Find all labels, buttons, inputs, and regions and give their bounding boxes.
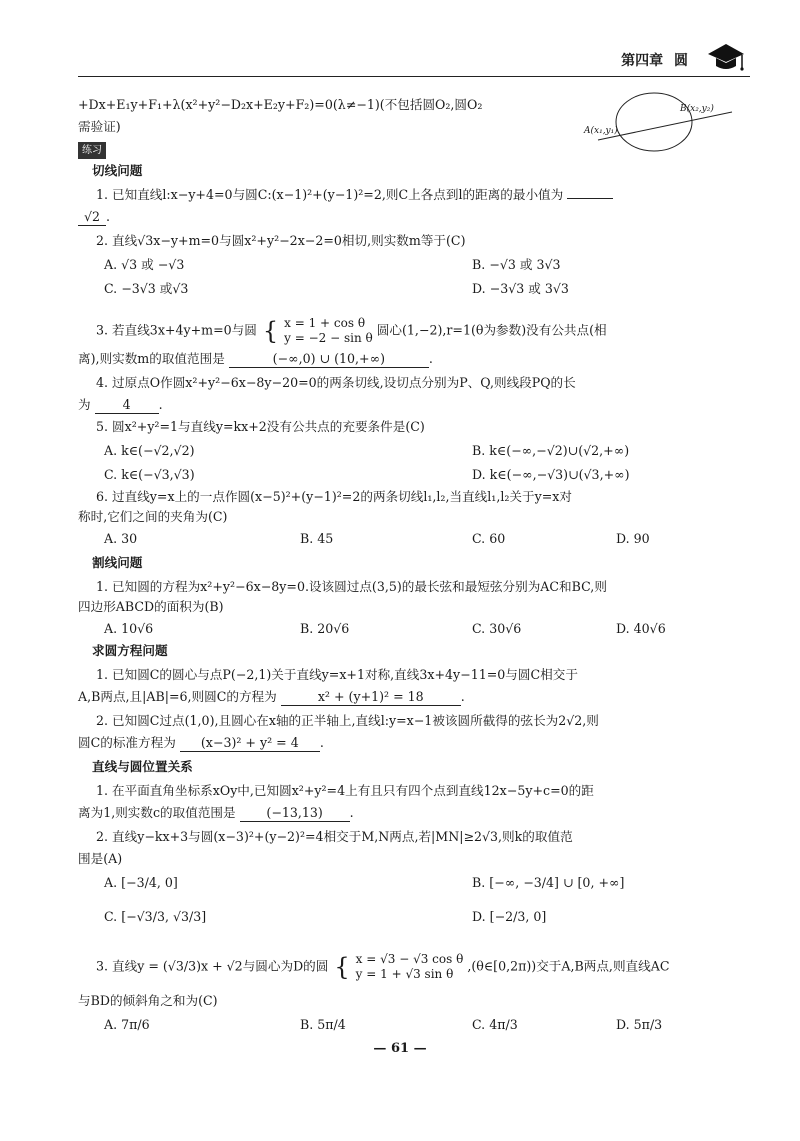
s4-q3-system-y: y = 1 + √3 sin θ	[355, 967, 454, 981]
s3-q2-answer: (x−3)² + y² = 4	[180, 734, 320, 752]
s1-q3-text-b: 圆心(1,−2),r=1(θ为参数)没有公共点(相	[376, 322, 607, 338]
s3-q1-answer: x² + (y+1)² = 18	[281, 688, 461, 706]
s2-q1-option-b: B. 20√6	[300, 621, 350, 636]
s4-q3-option-d: D. 5π/3	[616, 1017, 663, 1032]
s2-q1-text-a: 1. 已知圆的方程为x²+y²−6x−8y=0.设该圆过点(3,5)的最长弦和最短弦分别为AC和BC,则	[96, 579, 607, 594]
s4-q3-text-b: ,(θ∈[0,2π))交于A,B两点,则直线AC	[467, 958, 670, 974]
document-page: 第四章 圆 +Dx+E₁y+F₁+λ(x²+y²−D₂x+E₂y+F₂)=0(λ≠−1)(不包括圆O₂,圆O₂ 需验证) 练习 B(x₂,y₂) A(x₁,y₁) 切线问题 1. 已知直线l:x−y+4=0与圆C:(x−1)²+(y−1)²=2,则C上各点到l的距离的最小值为 √2 . 2. 直线√3x−y+m=0与圆x²+y²−2x−2=0相切,则实数m等于(C) A. √3 或 −√3 B. −√3 或 3√3 C. −3√3 或√3 D. −3√3 或 3√3 3. 若直线3x+4y+m=0与圆 { x = 1 + cos θ y = −2 − sin θ 圆心(1,−2),r=1(θ为参数)没有公共点(相 离),则实数m的取值范围是 (−∞,0) ∪ (10,+∞) . 4. 过原点O作圆x²+y²−6x−8y−20=0的两条切线,设切点分别为P、Q,则线段PQ的长 为 4 . 5. 圆x²+y²=1与直线y=kx+2没有公共点的充要条件是(C) A. k∈(−√2,√2) B. k∈(−∞,−√2)∪(√2,+∞) C. k∈(−√3,√3) D. k∈(−∞,−√3)∪(√3,+∞) 6. 过直线y=x上的一点作圆(x−5)²+(y−1)²=2的两条切线l₁,l₂,当直线l₁,l₂关于y=x对 称时,它们之间的夹角为(C) A. 30 B. 45 C. 60 D. 90 割线问题 1. 已知圆的方程为x²+y²−6x−8y=0.设该圆过点(3,5)的最长弦和最短弦分别为AC和BC,则 四边形ABCD的面积为(B) A. 10√6 B. 20√6 C. 30√6 D. 40√6 求圆方程问题 1. 已知圆C的圆心与点P(−2,1)关于直线y=x+1对称,直线3x+4y−11=0与圆C相交于 A,B两点,且|AB|=6,则圆C的方程为 x² + (y+1)² = 18 . 2. 已知圆C过点(1,0),且圆心在x轴的正半轴上,直线l:y=x−1被该圆所截得的弦长为2√2,则 圆C的标准方程为 (x−3)² + y² = 4 . 直线与圆位置关系 1. 在平面直角坐标系xOy中,已知圆x²+y²=4上有且只有四个点到直线12x−5y+c=0的距 离为1,则实数c的取值范围是 (−13,13) . 2. 直线y−kx+3与圆(x−3)²+(y−2)²=4相交于M,N两点,若|MN|≥2√3,则k的取值范 围是(A) A. [−3/4, 0] B. [−∞, −3/4] ∪ [0, +∞] C. [−√3/3, √3/3] D. [−2/3, 0] 3. 直线y = (√3/3)x + √2与圆心为D的圆 { x = √3 − √3 cos θ y = 1 + √3 sin θ ,(θ∈[0,2π))交于A,B两点,则直线AC 与BD的倾斜角之和为(C) A. 7π/6 B. 5π/4 C. 4π/3 D. 5π/3 — 61 —	[0, 0, 800, 1141]
s4-q2-text-b: 围是(A)	[78, 851, 123, 866]
s1-q2-option-a: A. √3 或 −√3	[104, 257, 185, 272]
s1-q6-option-d: D. 90	[616, 531, 650, 546]
s4-q2-option-d: D. [−2/3, 0]	[472, 909, 547, 924]
s4-q3-system-x: x = √3 − √3 cos θ	[355, 952, 464, 966]
graduation-cap-icon	[706, 40, 746, 74]
s1-q3-system-x: x = 1 + cos θ	[284, 316, 366, 330]
s1-q6-text-a: 6. 过直线y=x上的一点作圆(x−5)²+(y−1)²=2的两条切线l₁,l₂,当直线l₁,l₂关于y=x对	[96, 489, 572, 504]
section-title-tangent: 切线问题	[92, 163, 143, 178]
s1-q6-option-b: B. 45	[300, 531, 334, 546]
s1-q3-text-c: 离),则实数m的取值范围是	[78, 351, 225, 366]
s1-q6-text-b: 称时,它们之间的夹角为(C)	[78, 509, 228, 524]
s1-q5-option-d: D. k∈(−∞,−√3)∪(√3,+∞)	[472, 467, 630, 482]
s4-q2-option-c: C. [−√3/3, √3/3]	[104, 909, 207, 924]
s3-q1-text-a: 1. 已知圆C的圆心与点P(−2,1)关于直线y=x+1对称,直线3x+4y−11=0与圆C相交于	[96, 667, 578, 682]
s1-q5-option-a: A. k∈(−√2,√2)	[104, 443, 195, 458]
s4-q2-text-a: 2. 直线y−kx+3与圆(x−3)²+(y−2)²=4相交于M,N两点,若|MN|≥2√3,则k的取值范	[96, 829, 573, 844]
s4-q3-option-b: B. 5π/4	[300, 1017, 346, 1032]
s1-q2-option-c: C. −3√3 或√3	[104, 281, 189, 296]
figure-circle	[616, 93, 692, 151]
s1-q5-option-b: B. k∈(−∞,−√2)∪(√2,+∞)	[472, 443, 630, 458]
s2-q1-option-a: A. 10√6	[104, 621, 154, 636]
section-title-secant: 割线问题	[92, 555, 143, 570]
chapter-label: 第四章	[621, 53, 664, 69]
intro-line-1: +Dx+E₁y+F₁+λ(x²+y²−D₂x+E₂y+F₂)=0(λ≠−1)(不包括圆O₂,圆O₂	[78, 97, 483, 112]
circle-secant-figure	[584, 92, 742, 166]
s4-q2-option-a: A. [−3/4, 0]	[104, 875, 178, 890]
s1-q4-answer: 4	[95, 396, 159, 414]
s4-q3-option-c: C. 4π/3	[472, 1017, 518, 1032]
s1-q6-option-c: C. 60	[472, 531, 506, 546]
figure-label-b: B(x₂,y₂)	[680, 104, 714, 114]
page-header	[78, 46, 750, 76]
figure-secant-line	[598, 112, 732, 140]
s1-q3-answer: (−∞,0) ∪ (10,+∞)	[229, 350, 429, 368]
header-rule	[78, 76, 750, 77]
intro-line-2: 需验证)	[78, 119, 121, 134]
s1-q1-answer: √2	[78, 208, 106, 226]
s4-q2-option-b: B. [−∞, −3/4] ∪ [0, +∞]	[472, 875, 625, 890]
s1-q4-text-a: 4. 过原点O作圆x²+y²−6x−8y−20=0的两条切线,设切点分别为P、Q,则线段PQ的长	[96, 375, 576, 390]
figure-label-a: A(x₁,y₁)	[584, 126, 618, 136]
s2-q1-option-c: C. 30√6	[472, 621, 522, 636]
s3-q2-text-a: 2. 已知圆C过点(1,0),且圆心在x轴的正半轴上,直线l:y=x−1被该圆所截得的弦长为2√2,则	[96, 713, 599, 728]
s1-q5-text: 5. 圆x²+y²=1与直线y=kx+2没有公共点的充要条件是(C)	[96, 419, 425, 434]
s2-q1-text-b: 四边形ABCD的面积为(B)	[78, 599, 224, 614]
s4-q3-option-a: A. 7π/6	[104, 1017, 150, 1032]
s1-q2-option-d: D. −3√3 或 3√3	[472, 281, 569, 296]
section-title-line-circle: 直线与圆位置关系	[92, 759, 193, 774]
subject-label: 圆	[674, 53, 688, 69]
section-title-circle-equation: 求圆方程问题	[92, 643, 168, 658]
s1-q5-option-c: C. k∈(−√3,√3)	[104, 467, 195, 482]
s4-q1-text-a: 1. 在平面直角坐标系xOy中,已知圆x²+y²=4上有且只有四个点到直线12x−5y+c=0的距	[96, 783, 594, 798]
s1-q2-text: 2. 直线√3x−y+m=0与圆x²+y²−2x−2=0相切,则实数m等于(C)	[96, 233, 466, 248]
practice-tag: 练习	[78, 142, 106, 159]
s2-q1-option-d: D. 40√6	[616, 621, 666, 636]
s4-q3-text-a: 3. 直线y = (√3/3)x + √2与圆心为D的圆	[96, 958, 329, 974]
s1-q2-option-b: B. −√3 或 3√3	[472, 257, 561, 272]
s4-q3-text-c: 与BD的倾斜角之和为(C)	[78, 993, 218, 1008]
s1-q3-system-y: y = −2 − sin θ	[284, 331, 373, 345]
page-number: — 61 —	[373, 1041, 427, 1056]
s1-q6-option-a: A. 30	[104, 531, 138, 546]
s1-q3-text-a: 3. 若直线3x+4y+m=0与圆	[96, 322, 257, 338]
s4-q1-answer: (−13,13)	[240, 804, 350, 822]
s1-q1-text: 1. 已知直线l:x−y+4=0与圆C:(x−1)²+(y−1)²=2,则C上各点到l的距离的最小值为	[96, 187, 564, 202]
